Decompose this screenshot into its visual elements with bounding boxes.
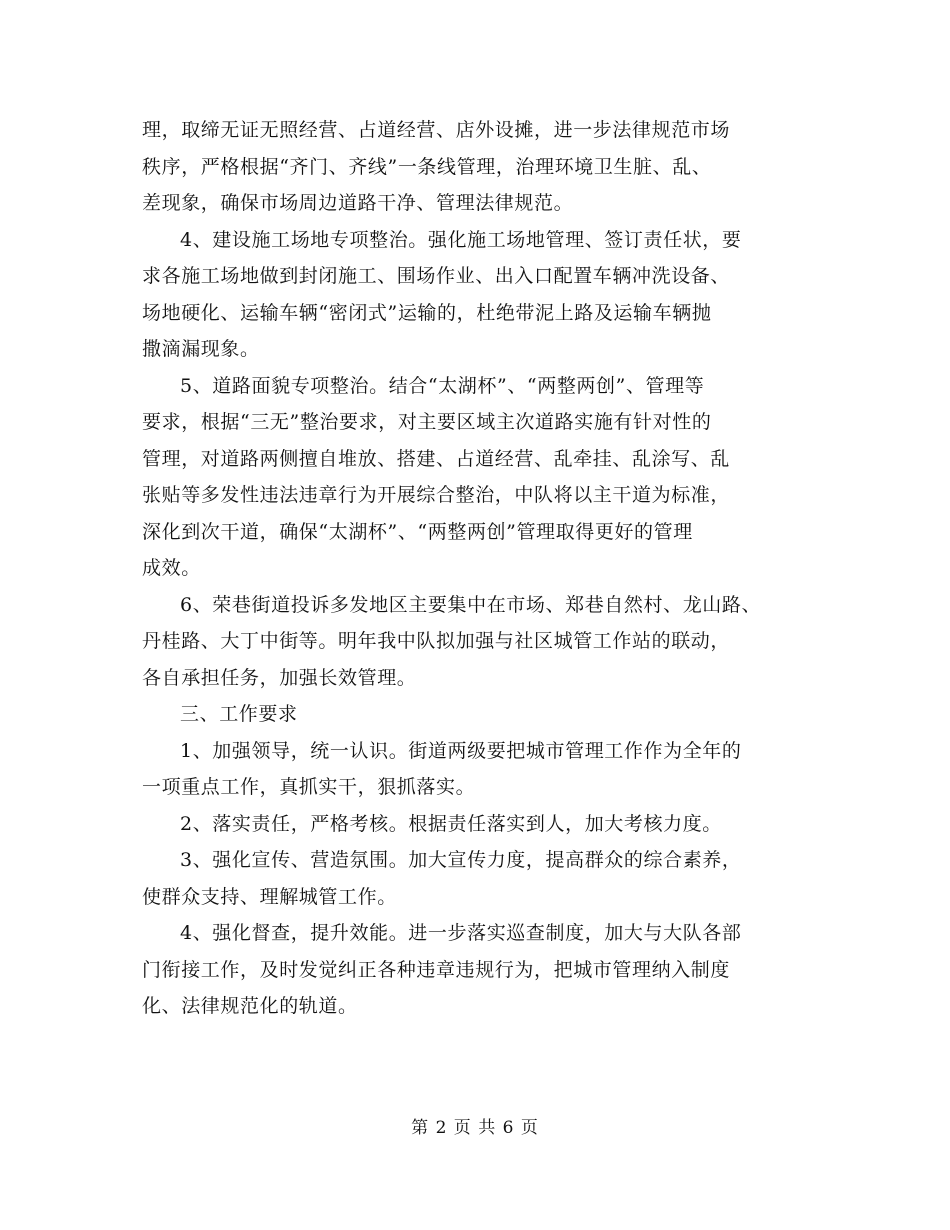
text-line: 门衔接工作，及时发觉纠正各种违章违规行为，把城市管理纳入制度 <box>142 958 731 981</box>
text-line: 差现象，确保市场周边道路干净、管理法律规范。 <box>142 192 574 214</box>
text-line: 张贴等多发性违法违章行为开展综合整治，中队将以主干道为标准， <box>142 484 731 506</box>
requirement-item-2: 2、落实责任，严格考核。根据责任落实到人，加大考核力度。 <box>180 812 722 835</box>
requirement-item-4: 4、强化督查，提升效能。进一步落实巡查制度，加大与大队各部 <box>180 922 742 944</box>
text-line: 秩序，严格根据“齐门、齐线”一条线管理，治理环境卫生脏、乱、 <box>142 155 712 178</box>
text-line: 一项重点工作，真抓实干，狠抓落实。 <box>142 776 476 798</box>
text-line: 求各施工场地做到封闭施工、围场作业、出入口配置车辆冲洗设备、 <box>142 265 731 287</box>
text-line: 要求，根据“三无”整治要求，对主要区域主次道路实施有针对性的 <box>142 411 712 433</box>
text-line: 理，取缔无证无照经营、占道经营、店外设摊，进一步法律规范市场 <box>142 119 731 141</box>
paragraph-item-5: 5、道路面貌专项整治。结合“太湖杯”、“两整两创”、管理等 <box>180 374 705 397</box>
document-body <box>142 112 822 1025</box>
requirement-item-1: 1、加强领导，统一认识。街道两级要把城市管理工作作为全年的 <box>180 739 742 762</box>
text-line: 深化到次干道，确保“太湖杯”、“两整两创”管理取得更好的管理 <box>142 520 693 543</box>
text-line: 场地硬化、运输车辆“密闭式”运输的，杜绝带泥上路及运输车辆抛 <box>142 301 712 324</box>
section-heading: 三、工作要求 <box>180 703 298 725</box>
text-line: 使群众支持、理解城管工作。 <box>142 885 397 908</box>
text-line: 成效。 <box>142 557 201 579</box>
paragraph-item-4: 4、建设施工场地专项整治。强化施工场地管理、签订责任状，要 <box>180 228 742 251</box>
page-number: 第 2 页 共 6 页 <box>411 1118 539 1138</box>
text-line: 丹桂路、大丁中街等。明年我中队拟加强与社区城管工作站的联动， <box>142 630 731 652</box>
requirement-item-3: 3、强化宣传、营造氛围。加大宣传力度，提高群众的综合素养， <box>180 849 742 871</box>
paragraph-item-6: 6、荣巷街道投诉多发地区主要集中在市场、郑巷自然村、龙山路、 <box>180 593 762 616</box>
text-line: 化、法律规范化的轨道。 <box>142 995 358 1017</box>
text-line: 各自承担任务，加强长效管理。 <box>142 666 417 689</box>
text-line: 管理，对道路两侧擅自堆放、搭建、占道经营、乱牵挂、乱涂写、乱 <box>142 447 731 470</box>
text-line: 撒滴漏现象。 <box>142 338 260 360</box>
